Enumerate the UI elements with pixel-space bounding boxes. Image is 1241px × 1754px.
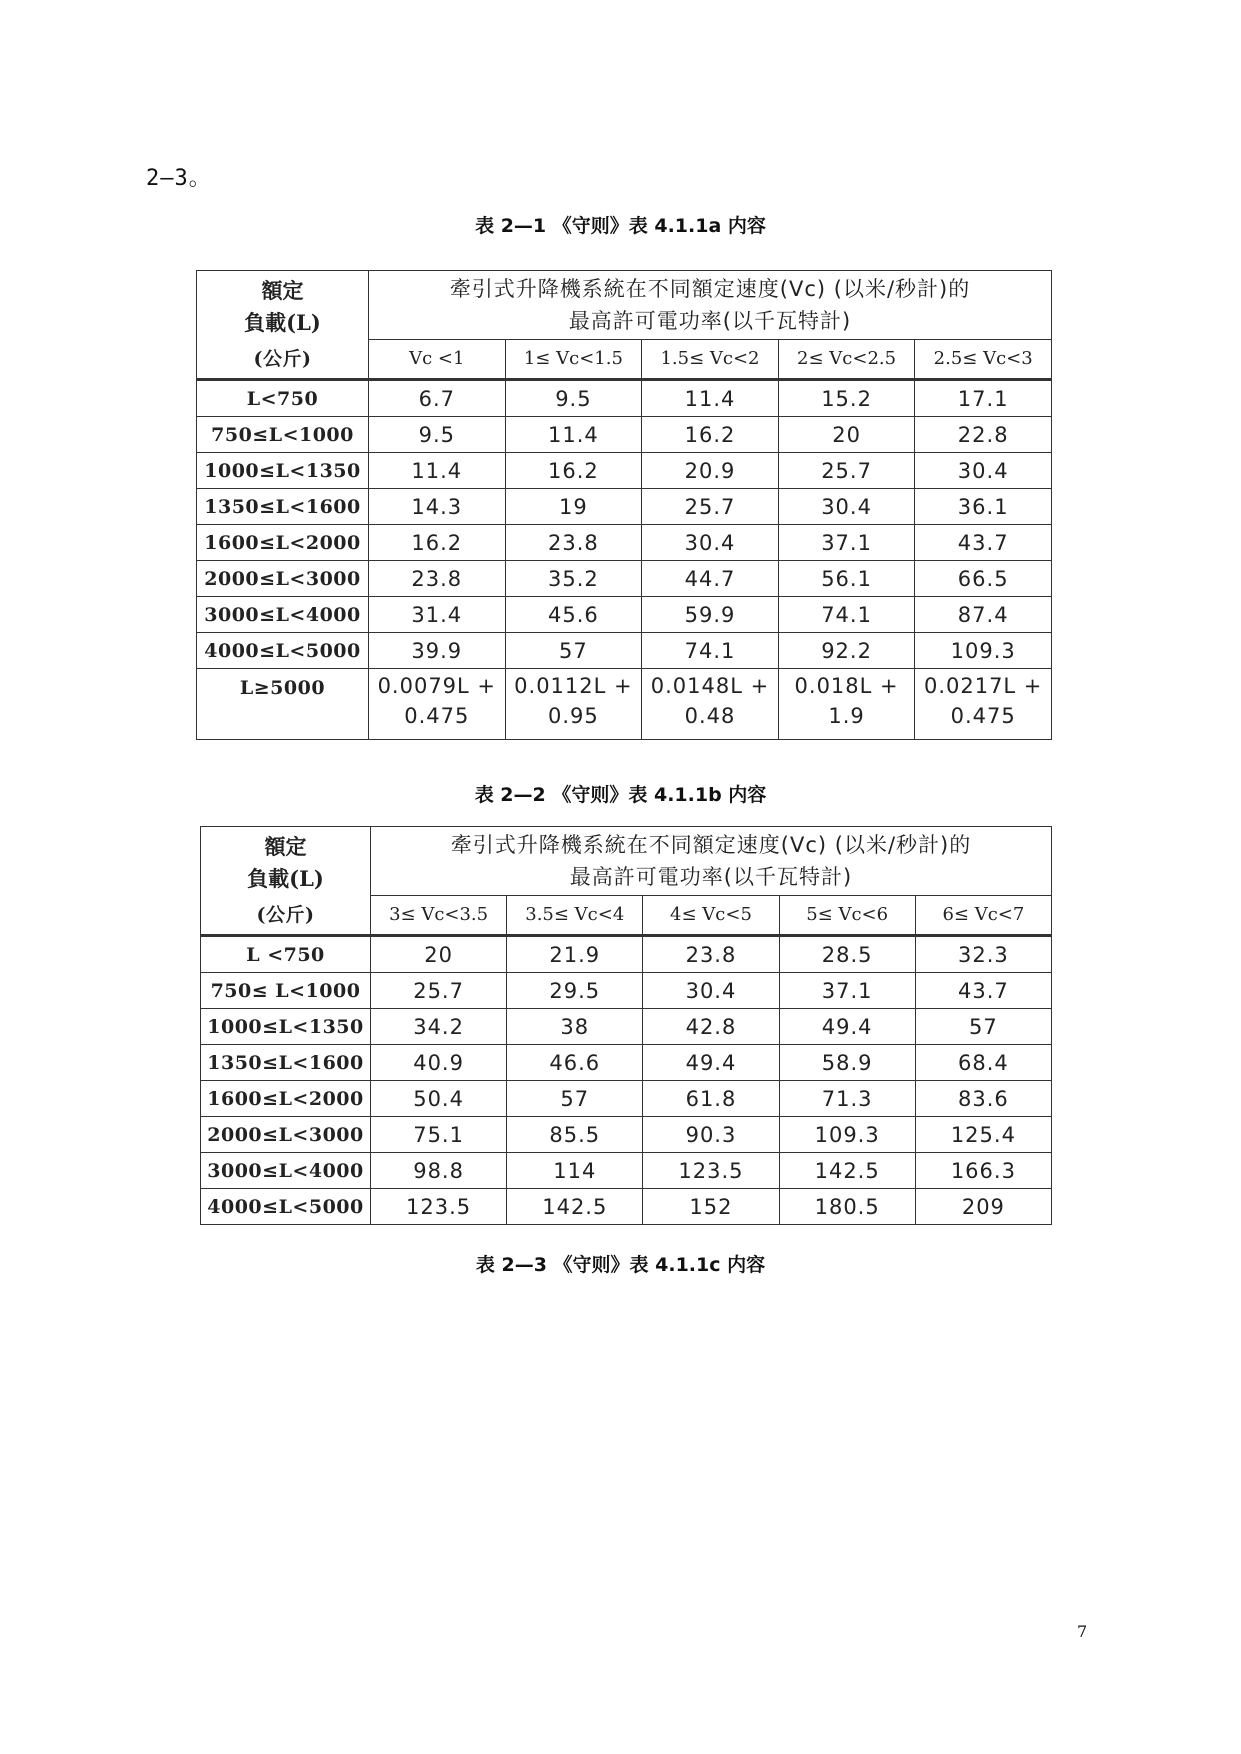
speed-column-header: 1.5≤ Vc<2 [642,340,779,380]
load-range: 1000≤L<1350 [201,1009,371,1045]
power-value: 45.6 [505,597,642,633]
load-range: 4000≤L<5000 [197,633,369,669]
load-range: 2000≤L<3000 [201,1117,371,1153]
table1-caption: 表 2—1 《守则》表 4.1.1a 内容 [475,215,766,237]
power-header [369,271,1052,340]
power-value: 71.3 [779,1081,915,1117]
power-value: 43.7 [915,525,1052,561]
unit-label: (公斤) [197,340,369,380]
speed-column-header: 1≤ Vc<1.5 [505,340,642,380]
formula-line: 0.48 [684,704,736,728]
power-value: 43.7 [915,973,1051,1009]
power-value: 30.4 [643,973,779,1009]
table-row [201,1081,1052,1117]
power-value: 57 [507,1081,643,1117]
power-value: 22.8 [915,417,1052,453]
table1 [196,270,1052,740]
speed-column-header: 4≤ Vc<5 [643,896,779,936]
header-row [201,827,1052,896]
speed-row [201,896,1052,936]
power-value: 57 [915,1009,1051,1045]
speed-column-header: 2≤ Vc<2.5 [778,340,915,380]
power-value: 57 [505,633,642,669]
power-value: 56.1 [778,561,915,597]
power-value: 87.4 [915,597,1052,633]
table-row [197,633,1052,669]
table-row [197,525,1052,561]
power-value: 30.4 [915,453,1052,489]
table-row [197,489,1052,525]
load-header-line: 額定 [261,278,304,303]
power-value: 142.5 [779,1153,915,1189]
power-value: 23.8 [369,561,506,597]
power-value: 25.7 [371,973,507,1009]
power-value: 20 [778,417,915,453]
speed-column-header: 2.5≤ Vc<3 [915,340,1052,380]
power-header [371,827,1052,896]
table-row [201,973,1052,1009]
speed-row [197,340,1052,380]
power-value: 37.1 [778,525,915,561]
power-value: 125.4 [915,1117,1051,1153]
power-header-line1: 牽引式升降機系統在不同額定速度(Vc) (以米/秒計)的 [450,833,972,857]
table2 [200,826,1052,1225]
formula-line: 0.018L + [794,674,899,698]
power-value: 6.7 [369,380,506,417]
power-value: 16.2 [369,525,506,561]
power-value: 83.6 [915,1081,1051,1117]
speed-column-header: 6≤ Vc<7 [915,896,1051,936]
power-formula [369,669,506,740]
power-value: 123.5 [371,1189,507,1225]
power-value: 46.6 [507,1045,643,1081]
load-range: 750≤L<1000 [197,417,369,453]
page-number: 7 [1077,1622,1088,1641]
load-range: 2000≤L<3000 [197,561,369,597]
intro-text: 2—3。 [146,166,212,191]
power-value: 61.8 [643,1081,779,1117]
formula-line: 0.475 [404,704,470,728]
load-range: 4000≤L<5000 [201,1189,371,1225]
speed-column-header: 3≤ Vc<3.5 [371,896,507,936]
power-value: 38 [507,1009,643,1045]
power-value: 19 [505,489,642,525]
load-range: 1600≤L<2000 [201,1081,371,1117]
power-value: 30.4 [642,525,779,561]
formula-line: 0.0112L + [514,674,633,698]
power-value: 25.7 [642,489,779,525]
power-value: 37.1 [779,973,915,1009]
power-formula [778,669,915,740]
power-value: 49.4 [779,1009,915,1045]
power-formula [505,669,642,740]
table2-caption: 表 2—2 《守则》表 4.1.1b 内容 [474,784,767,806]
power-value: 44.7 [642,561,779,597]
power-value: 29.5 [507,973,643,1009]
load-header-line: 負載(L) [244,310,321,335]
power-value: 28.5 [779,936,915,973]
power-value: 142.5 [507,1189,643,1225]
power-value: 66.5 [915,561,1052,597]
load-range: 750≤ L<1000 [201,973,371,1009]
power-value: 11.4 [505,417,642,453]
power-value: 17.1 [915,380,1052,417]
power-value: 16.2 [642,417,779,453]
table-row [201,1153,1052,1189]
power-value: 20 [371,936,507,973]
power-formula [642,669,779,740]
header-row [197,271,1052,340]
speed-column-header: 3.5≤ Vc<4 [507,896,643,936]
formula-line: 0.0148L + [650,674,770,698]
power-value: 42.8 [643,1009,779,1045]
power-value: 14.3 [369,489,506,525]
power-value: 92.2 [778,633,915,669]
table-row [197,669,1052,740]
formula-line: 0.475 [950,704,1016,728]
power-value: 75.1 [371,1117,507,1153]
unit-label: (公斤) [201,896,371,936]
power-value: 50.4 [371,1081,507,1117]
power-value: 59.9 [642,597,779,633]
power-value: 11.4 [642,380,779,417]
table-row [201,1189,1052,1225]
load-range: L <750 [201,936,371,973]
power-value: 209 [915,1189,1051,1225]
power-value: 36.1 [915,489,1052,525]
power-value: 25.7 [778,453,915,489]
load-range: 1350≤L<1600 [197,489,369,525]
table-row [201,1117,1052,1153]
formula-line: 1.9 [828,704,865,728]
power-value: 180.5 [779,1189,915,1225]
power-value: 109.3 [779,1117,915,1153]
power-value: 9.5 [505,380,642,417]
load-range: 3000≤L<4000 [197,597,369,633]
power-value: 30.4 [778,489,915,525]
power-value: 114 [507,1153,643,1189]
power-value: 90.3 [643,1117,779,1153]
power-value: 23.8 [643,936,779,973]
table-row [201,1045,1052,1081]
power-value: 21.9 [507,936,643,973]
power-value: 74.1 [778,597,915,633]
power-value: 15.2 [778,380,915,417]
power-formula [915,669,1052,740]
load-range: 1600≤L<2000 [197,525,369,561]
load-range: L<750 [197,380,369,417]
power-value: 31.4 [369,597,506,633]
formula-line: 0.95 [548,704,599,728]
power-value: 40.9 [371,1045,507,1081]
power-value: 16.2 [505,453,642,489]
power-header-line1: 牽引式升降機系統在不同額定速度(Vc) (以米/秒計)的 [449,277,971,301]
power-value: 20.9 [642,453,779,489]
power-header-line2: 最高許可電功率(以千瓦特計) [568,309,852,333]
power-value: 23.8 [505,525,642,561]
power-value: 68.4 [915,1045,1051,1081]
table-row [197,597,1052,633]
table-row [201,936,1052,973]
power-header-line2: 最高許可電功率(以千瓦特計) [569,865,853,889]
power-value: 98.8 [371,1153,507,1189]
load-header [197,271,369,340]
power-value: 32.3 [915,936,1051,973]
speed-column-header: 5≤ Vc<6 [779,896,915,936]
formula-line: 0.0079L + [377,674,497,698]
power-value: 9.5 [369,417,506,453]
power-value: 166.3 [915,1153,1051,1189]
power-value: 11.4 [369,453,506,489]
load-header-line: 額定 [264,834,307,859]
power-value: 152 [643,1189,779,1225]
load-header [201,827,371,896]
table-row [197,561,1052,597]
power-value: 74.1 [642,633,779,669]
speed-column-header: Vc <1 [369,340,506,380]
load-range: 1350≤L<1600 [201,1045,371,1081]
power-value: 35.2 [505,561,642,597]
load-range: L≥5000 [197,669,369,740]
table-row [197,417,1052,453]
power-value: 109.3 [915,633,1052,669]
formula-line: 0.0217L + [923,674,1043,698]
load-range: 1000≤L<1350 [197,453,369,489]
power-value: 123.5 [643,1153,779,1189]
load-range: 3000≤L<4000 [201,1153,371,1189]
table-row [197,380,1052,417]
table-row [197,453,1052,489]
power-value: 85.5 [507,1117,643,1153]
table-row [201,1009,1052,1045]
power-value: 39.9 [369,633,506,669]
power-value: 34.2 [371,1009,507,1045]
power-value: 58.9 [779,1045,915,1081]
table3-caption: 表 2—3 《守则》表 4.1.1c 内容 [475,1254,766,1276]
power-value: 49.4 [643,1045,779,1081]
load-header-line: 負載(L) [247,866,324,891]
